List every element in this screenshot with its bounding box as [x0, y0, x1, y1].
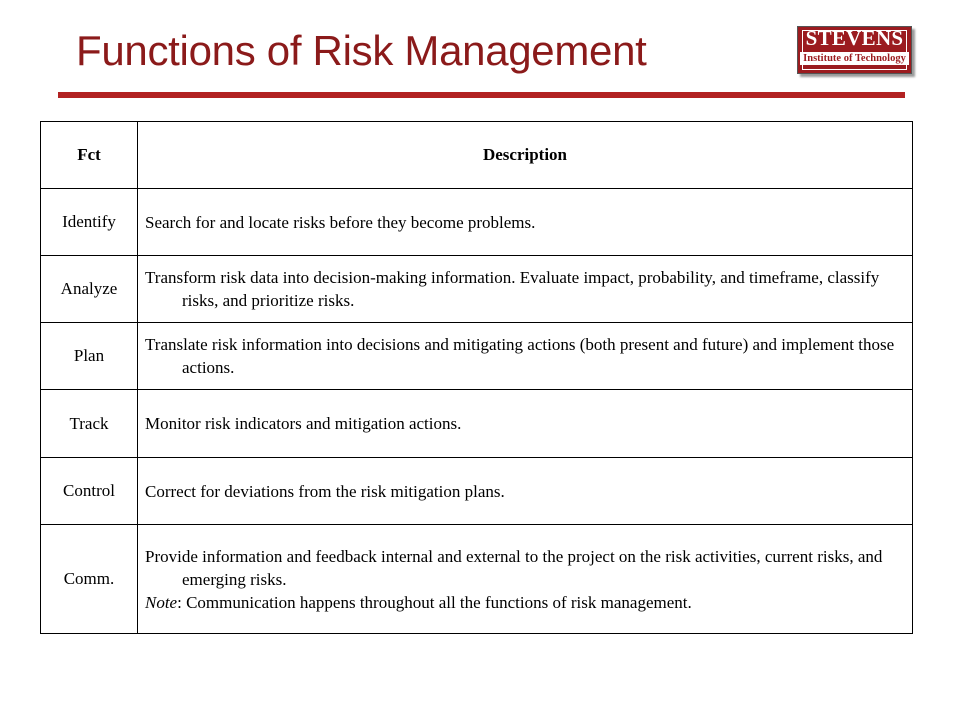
- table-row: [41, 458, 913, 525]
- description-cell: [138, 323, 913, 390]
- description-text: Transform risk data into decision-making information. Evaluate impact, probability, and timeframe, classify risks, and prioritize risks.: [145, 268, 880, 310]
- description-cell: [138, 390, 913, 458]
- description-text: Provide information and feedback internal and external to the project on the risk activities, current risks, and emerging risks.: [145, 546, 883, 589]
- function-cell: Control: [41, 458, 138, 525]
- table-row: [41, 525, 913, 634]
- logo-name: STEVENS: [805, 26, 904, 50]
- header-description: Description: [138, 122, 913, 189]
- function-cell: Track: [41, 390, 138, 458]
- table-row: [41, 323, 913, 390]
- description-cell: [138, 525, 913, 634]
- description-cell: [138, 458, 913, 525]
- description-text: Search for and locate risks before they become problems.: [145, 212, 536, 232]
- table-row: [41, 390, 913, 458]
- slide-title: Functions of Risk Management: [76, 27, 647, 74]
- function-cell: Analyze: [41, 256, 138, 323]
- function-cell: Plan: [41, 323, 138, 390]
- description-cell: [138, 256, 913, 323]
- description-cell: [138, 189, 913, 256]
- logo-subtitle: Institute of Technology: [800, 52, 909, 65]
- title-divider: [58, 92, 905, 98]
- table-row: [41, 189, 913, 256]
- table-row: [41, 256, 913, 323]
- note-label: Note: [145, 592, 178, 612]
- description-text: Correct for deviations from the risk mitigation plans.: [145, 481, 505, 501]
- description-text: Translate risk information into decisions and mitigating actions (both present and future) and implement those actions.: [145, 335, 895, 377]
- note-line: [145, 591, 904, 614]
- stevens-logo: [797, 26, 912, 74]
- note-text: : Communication happens throughout all the functions of risk management.: [177, 592, 692, 612]
- description-text: Monitor risk indicators and mitigation actions.: [145, 414, 462, 433]
- header-fct: Fct: [41, 122, 138, 189]
- table-header-row: [41, 122, 913, 189]
- risk-functions-table: [40, 121, 913, 634]
- function-cell: Comm.: [41, 525, 138, 634]
- function-cell: Identify: [41, 189, 138, 256]
